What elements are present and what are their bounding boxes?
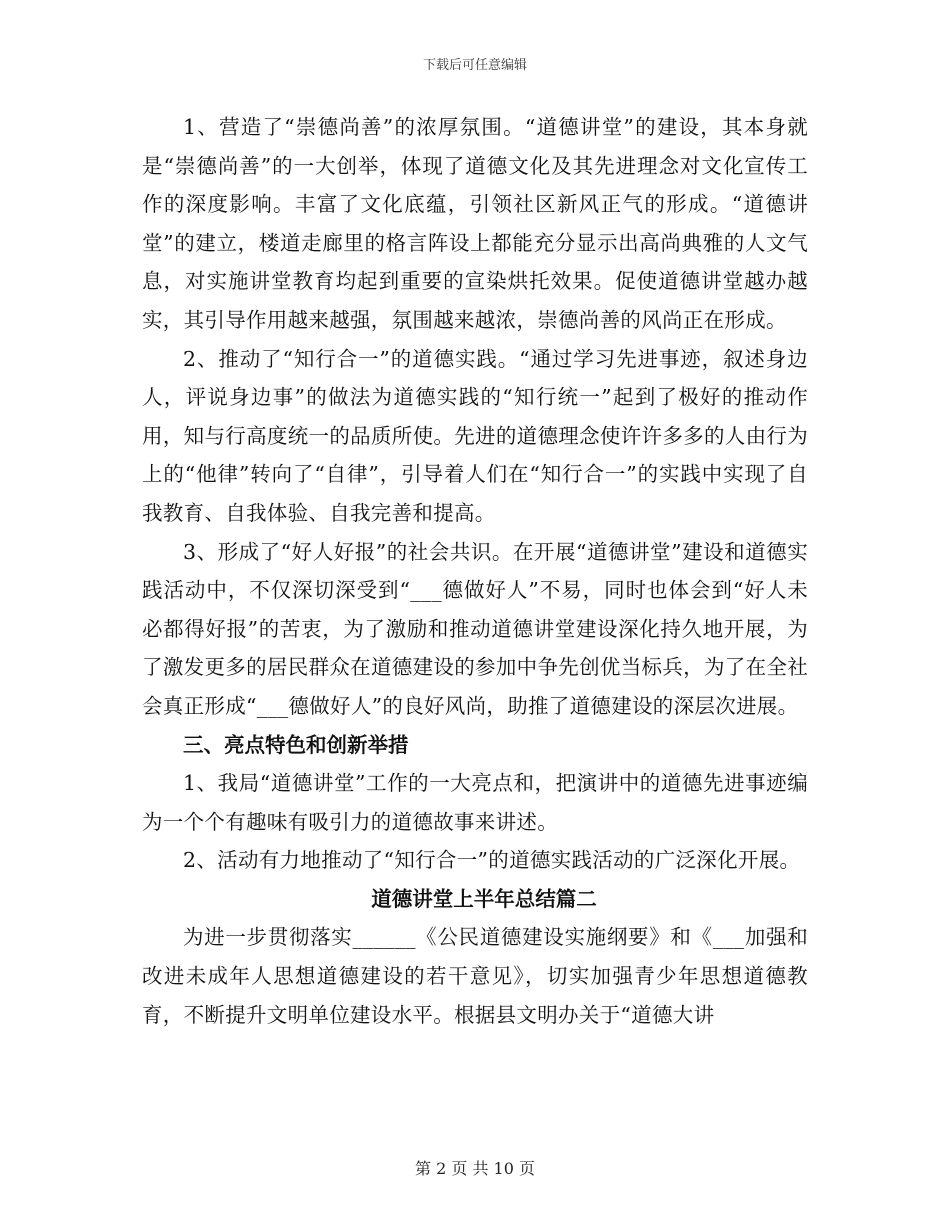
- paragraph-highlight-1: 1、我局“道德讲堂”工作的一大亮点和，把演讲中的道德先进事迹编为一个个有趣味有吸引力的道德故事来讲述。: [142, 771, 808, 834]
- paragraph-practice: 2、推动了“知行合一”的道德实践。“通过学习先进事迹，叙述身边人，评说身边事”的做法为道德实践的“知行统一”起到了极好的推动作用，知与行高度统一的品质所使。先进的道德理念使许许多多的人由行为上的“他律”转向了“自律”，引导着人们在“知行合一”的实践中实现了自我教育、自我体验、自我完善和提高。: [142, 346, 808, 525]
- paragraph-article-intro: 为进一步贯彻落实______《公民道德建设实施纲要》和《___加强和改进未成年人思想道德建设的若干意见》，切实加强青少年思想道德教育，不断提升文明单位建设水平。根据县文明办关于“道德大讲: [142, 925, 808, 1027]
- section-heading: 三、亮点特色和创新举措: [183, 732, 409, 757]
- paragraph-consensus: 3、形成了“好人好报”的社会共识。在开展“道德讲堂”建设和道德实践活动中，不仅深切深受到“___德做好人”不易，同时也体会到“好人未必都得好报”的苦衷，为了激励和推动道德讲堂建设深化持久地开展，为了激发更多的居民群众在道德建设的参加中争先创优当标兵，为了在全社会真正形成“___德做好人”的良好风尚，助推了道德建设的深层次进展。: [142, 539, 808, 718]
- article-title: 道德讲堂上半年总结篇二: [371, 886, 597, 911]
- document-body: [142, 108, 808, 1034]
- paragraph-atmosphere: 1、营造了“崇德尚善”的浓厚氛围。“道德讲堂”的建设，其本身就是“崇德尚善”的一大创举，体现了道德文化及其先进理念对文化宣传工作的深度影响。丰富了文化底蕴，引领社区新风正气的形成。“道德讲堂”的建立，楼道走廊里的格言阵设上都能充分显示出高尚典雅的人文气息，对实施讲堂教育均起到重要的宣染烘托效果。促使道德讲堂越办越实，其引导作用越来越强，氛围越来越浓，崇德尚善的风尚正在形成。: [142, 115, 808, 332]
- page-number: 第 2 页 共 10 页: [415, 1159, 535, 1178]
- paragraph-highlight-2: 2、活动有力地推动了“知行合一”的道德实践活动的广泛深化开展。: [183, 848, 801, 873]
- page-header-note: 下载后可任意编辑: [422, 58, 527, 73]
